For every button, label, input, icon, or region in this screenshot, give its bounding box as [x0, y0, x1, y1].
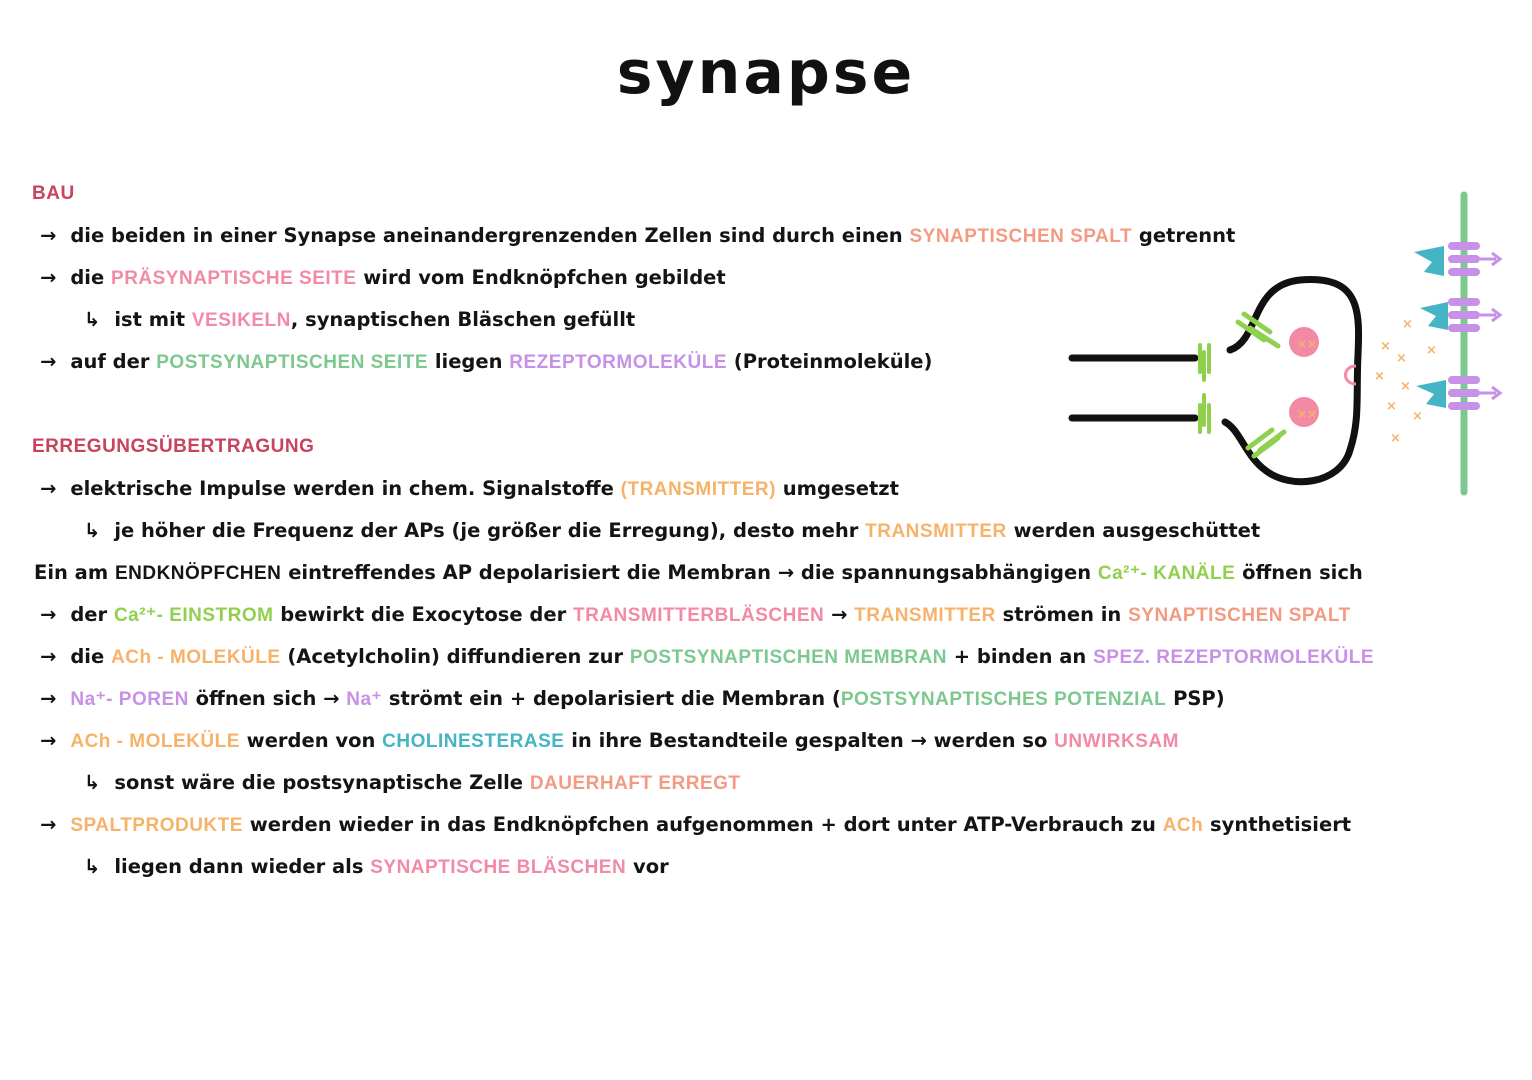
arrow-icon: →: [40, 687, 57, 710]
receptor-2: [1420, 298, 1500, 332]
arrow-icon: →: [40, 266, 57, 289]
term-highlight: (TRANSMITTER): [620, 479, 776, 500]
term-highlight: Ca²⁺- KANÄLE: [1097, 563, 1236, 584]
svg-text:××: ××: [1297, 407, 1318, 421]
erregung-line: [40, 813, 1351, 837]
term-highlight: POSTSYNAPTISCHEN MEMBRAN: [629, 647, 947, 668]
term-highlight: ACh: [1162, 815, 1204, 836]
term-highlight: CHOLINESTERASE: [382, 731, 565, 752]
term-highlight: ENDKNÖPFCHEN: [114, 563, 282, 584]
term-highlight: SPEZ. REZEPTORMOLEKÜLE: [1093, 647, 1374, 668]
term-highlight: Ca²⁺- EINSTROM: [113, 605, 274, 626]
text-segment: öffnen sich →: [188, 687, 347, 710]
arrow-icon: →: [40, 603, 57, 626]
svg-text:×: ×: [1380, 339, 1391, 354]
sub-arrow-icon: ↳: [84, 855, 101, 878]
term-highlight: TRANSMITTERBLÄSCHEN: [573, 605, 825, 626]
text-segment: liegen: [428, 350, 510, 373]
svg-text:×: ×: [1386, 399, 1397, 414]
term-highlight: Na⁺- POREN: [70, 689, 189, 710]
section-heading-bau: BAU: [32, 183, 75, 204]
arrow-icon: →: [40, 813, 57, 836]
term-highlight: SPALTPRODUKTE: [70, 815, 243, 836]
text-segment: bewirkt die Exocytose der: [273, 603, 573, 626]
term-highlight: Na⁺: [346, 689, 383, 710]
ca-channel-bulb-bottom: [1248, 430, 1284, 456]
text-segment: (Proteinmoleküle): [727, 350, 933, 373]
arrow-icon: →: [40, 477, 57, 500]
svg-text:××: ××: [1297, 337, 1318, 351]
erregung-line: [84, 771, 741, 795]
term-highlight: DAUERHAFT ERREGT: [529, 773, 741, 794]
text-segment: liegen dann wieder als: [114, 855, 371, 878]
receptor-3: [1416, 376, 1500, 410]
text-segment: PSP): [1166, 687, 1225, 710]
ca-channel-top: [1200, 345, 1209, 380]
transmitter-molecules: [1374, 317, 1437, 446]
text-segment: + binden an: [946, 645, 1094, 668]
text-segment: eintreffendes AP depolarisiert die Membran → die spannungsabhängigen: [281, 561, 1098, 584]
erregung-line: [40, 729, 1179, 753]
text-segment: synthetisiert: [1203, 813, 1352, 836]
term-highlight: ACh - MOLEKÜLE: [70, 731, 240, 752]
erregung-line: [34, 561, 1363, 585]
text-segment: getrennt: [1132, 224, 1236, 247]
sub-arrow-icon: ↳: [84, 771, 101, 794]
text-segment: werden ausgeschüttet: [1006, 519, 1261, 542]
text-segment: werden von: [239, 729, 383, 752]
svg-text:×: ×: [1412, 409, 1423, 424]
text-segment: umgesetzt: [775, 477, 899, 500]
term-highlight: ACh - MOLEKÜLE: [111, 647, 281, 668]
text-segment: sonst wäre die postsynaptische Zelle: [114, 771, 530, 794]
term-highlight: UNWIRKSAM: [1054, 731, 1179, 752]
text-segment: je höher die Frequenz der APs (je größer die Erregung), desto mehr: [114, 519, 866, 542]
term-highlight: REZEPTORMOLEKÜLE: [509, 352, 727, 373]
ca-channel-bottom: [1200, 395, 1209, 432]
text-segment: in ihre Bestandteile gespalten → werden so: [564, 729, 1055, 752]
svg-text:×: ×: [1400, 379, 1411, 394]
svg-text:×: ×: [1402, 317, 1413, 332]
arrow-icon: →: [40, 350, 57, 373]
bau-line: [84, 308, 635, 332]
erregung-line: [40, 477, 899, 501]
bau-line: [40, 224, 1235, 248]
term-highlight: SYNAPTISCHEN SPALT: [909, 226, 1133, 247]
text-segment: auf der: [70, 350, 157, 373]
text-segment: , synaptischen Bläschen gefüllt: [290, 308, 636, 331]
bau-line: [40, 266, 726, 290]
term-highlight: PRÄSYNAPTISCHE SEITE: [111, 268, 357, 289]
arrow-icon: →: [40, 224, 57, 247]
svg-text:×: ×: [1396, 351, 1407, 366]
text-segment: strömen in: [995, 603, 1129, 626]
term-highlight: SYNAPTISCHEN SPALT: [1128, 605, 1351, 626]
sub-arrow-icon: ↳: [84, 308, 101, 331]
end-bulb-outline: [1225, 280, 1359, 482]
svg-text:×: ×: [1390, 431, 1401, 446]
erregung-line: [40, 645, 1374, 669]
text-segment: →: [824, 603, 855, 626]
text-segment: öffnen sich: [1235, 561, 1363, 584]
text-segment: vor: [626, 855, 669, 878]
term-highlight: TRANSMITTER: [854, 605, 996, 626]
page-title: synapse: [616, 38, 916, 108]
term-highlight: TRANSMITTER: [865, 521, 1007, 542]
text-segment: strömt ein + depolarisiert die Membran (: [382, 687, 841, 710]
text-segment: die beiden in einer Synapse aneinandergrenzenden Zellen sind durch einen: [70, 224, 910, 247]
erregung-line: [84, 855, 669, 879]
svg-text:×: ×: [1374, 369, 1385, 384]
text-segment: die: [70, 645, 112, 668]
arrow-icon: →: [40, 645, 57, 668]
text-segment: elektrische Impulse werden in chem. Signalstoffe: [70, 477, 621, 500]
bau-line: [40, 350, 932, 374]
sub-arrow-icon: ↳: [84, 519, 101, 542]
text-segment: die: [70, 266, 112, 289]
section-heading-erregung: ERREGUNGSÜBERTRAGUNG: [32, 436, 315, 457]
receptor-1: [1414, 242, 1500, 276]
term-highlight: POSTSYNAPTISCHEN SEITE: [156, 352, 429, 373]
svg-text:×: ×: [1426, 343, 1437, 358]
term-highlight: VESIKELN: [191, 310, 291, 331]
erregung-line: [84, 519, 1260, 543]
erregung-line: [40, 603, 1351, 627]
text-segment: der: [70, 603, 114, 626]
text-segment: werden wieder in das Endknöpfchen aufgenommen + dort unter ATP-Verbrauch zu: [242, 813, 1163, 836]
term-highlight: SYNAPTISCHE BLÄSCHEN: [370, 857, 627, 878]
synapse-diagram-icon: [1060, 180, 1510, 510]
erregung-line: [40, 687, 1225, 711]
text-segment: Ein am: [34, 561, 115, 584]
text-segment: wird vom Endknöpfchen gebildet: [356, 266, 726, 289]
text-segment: (Acetylcholin) diffundieren zur: [280, 645, 630, 668]
arrow-icon: →: [40, 729, 57, 752]
term-highlight: POSTSYNAPTISCHES POTENZIAL: [840, 689, 1167, 710]
text-segment: ist mit: [114, 308, 192, 331]
